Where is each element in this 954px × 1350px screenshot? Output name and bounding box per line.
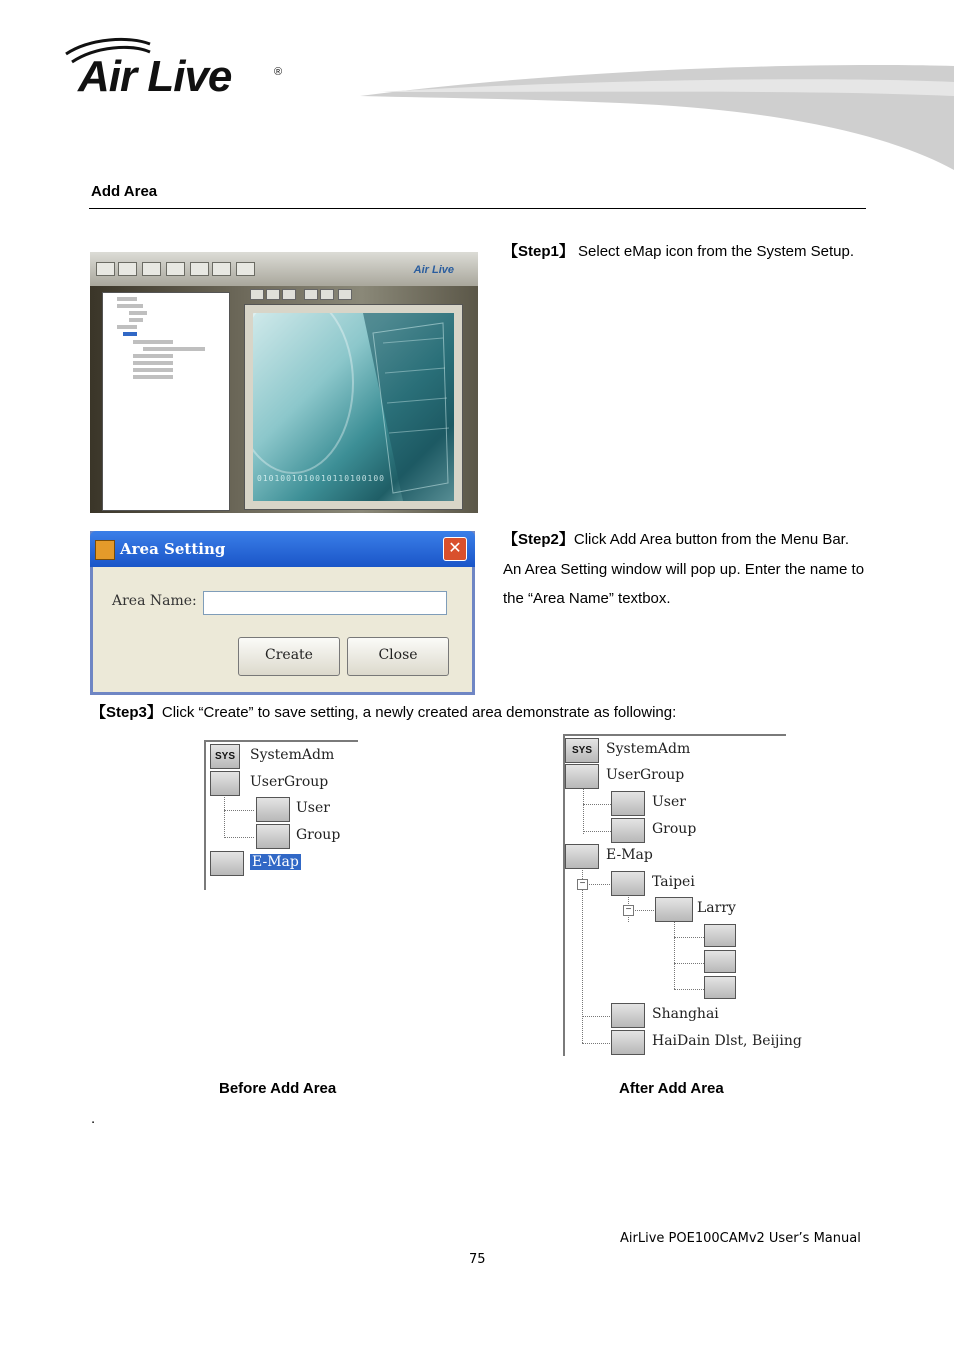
screenshot-toolbar — [90, 252, 478, 286]
emap-icon — [210, 851, 244, 876]
binary-overlay: 0101001010010110100100 — [257, 474, 385, 483]
step3-body: Click “Create” to save setting, a newly created area demonstrate as following: — [161, 704, 677, 721]
group-icon — [256, 824, 290, 849]
tree-after: − − SYS SystemAdm UserGroup User Group E-Map Taipei Larry Shanghai HaiDain Dlst, Beijing — [563, 734, 786, 1056]
group-icon — [611, 818, 645, 843]
toolbar-icon — [166, 262, 185, 276]
section-title: Add Area — [91, 183, 158, 200]
usergroup-icon — [210, 771, 240, 796]
area-setting-dialog — [90, 531, 475, 695]
screenshot-brand: Air Live — [413, 264, 454, 276]
emap-icon — [236, 262, 255, 276]
close-icon[interactable]: ✕ — [443, 537, 467, 561]
toolbar-icon — [118, 262, 137, 276]
screenshot-device-tree — [102, 292, 230, 511]
caption-before: Before Add Area — [219, 1080, 337, 1097]
system-setup-screenshot — [90, 252, 478, 513]
registered-mark: ® — [274, 66, 283, 78]
collapse-taipei-icon[interactable]: − — [577, 879, 588, 890]
emap-preview — [244, 304, 463, 510]
caption-after: After Add Area — [619, 1080, 724, 1097]
step1-text — [503, 237, 863, 267]
toolbar-icon — [96, 262, 115, 276]
airlive-logo: Air Live — [78, 52, 232, 101]
camera-icon — [704, 950, 736, 973]
step3-label: 【Step3】 — [91, 704, 162, 721]
emap-icon — [565, 844, 599, 869]
tree-before: SYS SystemAdm UserGroup User Group E-Map — [204, 740, 358, 890]
camera-icon — [704, 924, 736, 947]
view-button — [266, 289, 280, 300]
dialog-titlebar — [90, 531, 475, 567]
shield-sys-icon: SYS — [210, 744, 240, 769]
building-photo — [253, 313, 454, 501]
view-button — [282, 289, 296, 300]
user-icon — [256, 797, 290, 822]
building-shapes — [253, 313, 454, 501]
step2-text — [503, 525, 865, 614]
view-button — [338, 289, 352, 300]
camera-group-icon — [655, 897, 693, 922]
area-icon — [611, 871, 645, 896]
view-button — [320, 289, 334, 300]
step1-body: Select eMap icon from the System Setup. — [573, 243, 854, 260]
toolbar-icon — [142, 262, 161, 276]
shield-sys-icon: SYS — [565, 738, 599, 763]
step3-text — [91, 698, 871, 728]
camera-icon — [704, 976, 736, 999]
area-setting-icon — [95, 540, 115, 560]
section-divider — [89, 208, 866, 209]
toolbar-icon — [190, 262, 209, 276]
page-number: 75 — [469, 1252, 486, 1267]
footer-manual-title: AirLive POE100CAMv2 User’s Manual — [620, 1231, 861, 1246]
area-icon — [611, 1030, 645, 1055]
step1-label: 【Step1】 — [503, 243, 574, 260]
step2-body: Click Add Area button from the Menu Bar. An Area Setting window will pop up. Enter the name to the “Area Name” textbox. — [503, 531, 865, 607]
area-name-label: Area Name: — [112, 593, 197, 609]
toolbar-icon — [212, 262, 231, 276]
create-button[interactable]: Create — [238, 637, 340, 676]
usergroup-icon — [565, 764, 599, 789]
area-name-input[interactable] — [203, 591, 447, 615]
area-icon — [611, 1003, 645, 1028]
user-icon — [611, 791, 645, 816]
step2-label: 【Step2】 — [503, 531, 574, 548]
view-button — [304, 289, 318, 300]
view-button — [250, 289, 264, 300]
collapse-larry-icon[interactable]: − — [623, 905, 634, 916]
close-button[interactable]: Close — [347, 637, 449, 676]
dialog-title: Area Setting — [120, 540, 226, 558]
stray-period: . — [91, 1110, 96, 1127]
dialog-body — [93, 567, 472, 692]
